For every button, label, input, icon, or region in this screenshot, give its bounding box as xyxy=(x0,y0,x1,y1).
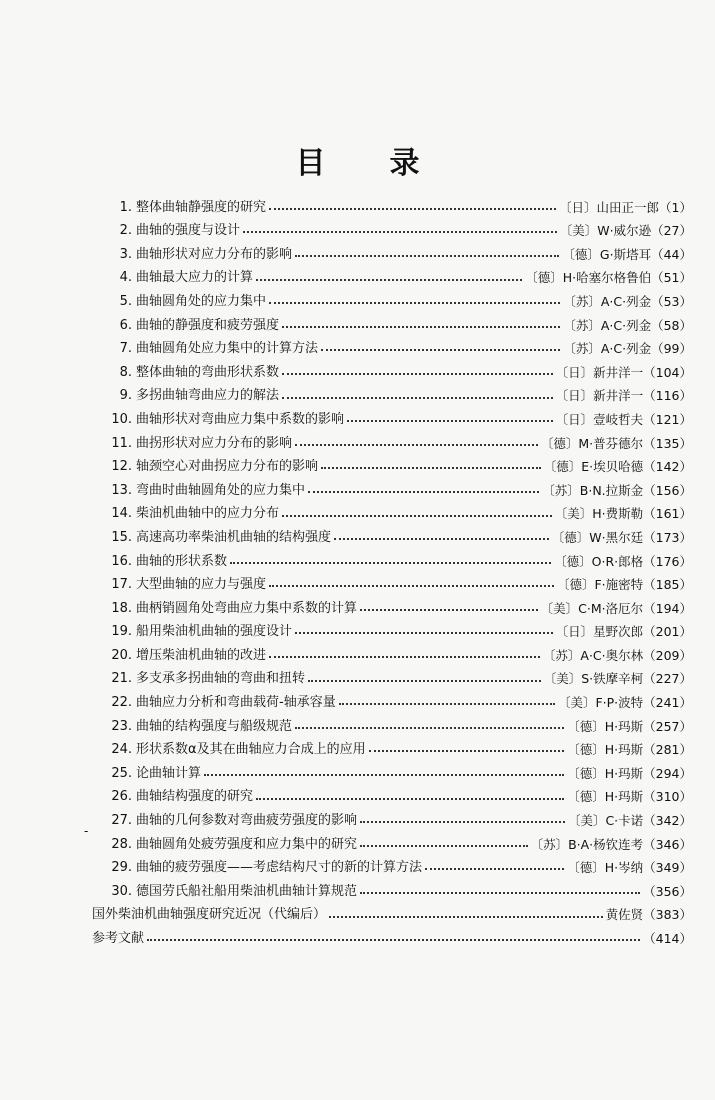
toc-entry xyxy=(100,758,692,782)
toc-entry xyxy=(100,428,692,452)
leader-dots xyxy=(269,198,556,210)
entry-author-page: 〔苏〕B·N.拉斯金（156） xyxy=(542,482,692,498)
entry-author-page: 〔德〕H·玛斯（294） xyxy=(567,765,692,781)
entry-author-page: 〔德〕W·黑尔廷（173） xyxy=(551,529,692,545)
entry-author-page: 〔德〕H·岑纳（349） xyxy=(567,860,692,876)
entry-author-page: 〔苏〕A·C·列金（99） xyxy=(563,341,692,357)
entry-author-page: 〔德〕F·施密特（185） xyxy=(556,577,692,593)
entry-author-page: 〔德〕H·玛斯（281） xyxy=(567,742,692,758)
toc-entry xyxy=(100,805,692,829)
toc-entry xyxy=(100,664,692,688)
entry-author-page: 〔美〕W·威尔逊（27） xyxy=(559,223,692,239)
entry-number: 22. xyxy=(111,695,132,711)
entry-number: 14. xyxy=(111,506,132,522)
entry-number: 17. xyxy=(111,577,132,593)
leader-dots xyxy=(425,858,564,870)
entry-number: 24. xyxy=(111,742,132,758)
entry-title: 曲轴最大应力的计算 xyxy=(136,270,254,286)
entry-number: 3. xyxy=(119,246,132,262)
entry-title: 曲柄销圆角处弯曲应力集中系数的计算 xyxy=(136,600,358,616)
entry-title: 曲轴的形状系数 xyxy=(136,553,228,569)
entry-author-page: 〔日〕山田正一郎（1） xyxy=(559,199,692,215)
toc-entry xyxy=(100,570,692,594)
entry-number: 25. xyxy=(111,765,132,781)
entry-author-page: 〔德〕O·R·郎格（176） xyxy=(554,553,692,569)
leader-dots xyxy=(360,882,640,894)
entry-title: 曲轴结构强度的研究 xyxy=(136,789,254,805)
leader-dots xyxy=(282,505,552,517)
entry-author-page: 〔日〕新井洋一（104） xyxy=(555,364,692,380)
entry-author-page: 〔德〕H·玛斯（310） xyxy=(567,789,692,805)
entry-number: 30. xyxy=(111,883,132,899)
leader-dots xyxy=(347,410,553,422)
entry-number: 10. xyxy=(111,411,132,427)
leader-dots xyxy=(360,835,528,847)
entry-author-page: 〔德〕H·玛斯（257） xyxy=(567,718,692,734)
toc-entry xyxy=(100,782,692,806)
entry-number: 11. xyxy=(111,435,132,451)
entry-author-page: （356） xyxy=(643,883,692,899)
toc-entry xyxy=(100,711,692,735)
entry-author-page: 〔德〕G·斯塔耳（44） xyxy=(562,246,692,262)
entry-title: 多支承多拐曲轴的弯曲和扭转 xyxy=(136,671,306,687)
entry-title: 参考文献 xyxy=(92,931,145,946)
toc-entry xyxy=(100,452,692,476)
toc-entry xyxy=(100,310,692,334)
leader-dots xyxy=(295,717,564,729)
table-of-contents xyxy=(92,192,692,947)
leader-dots xyxy=(282,363,553,375)
entry-title: 曲拐形状对应力分布的影响 xyxy=(136,435,293,451)
leader-dots xyxy=(295,622,553,634)
toc-entry xyxy=(100,499,692,523)
toc-entry xyxy=(100,876,692,900)
leader-dots xyxy=(329,906,603,918)
entry-author-page: 〔日〕星野次郎（201） xyxy=(555,624,692,640)
entry-title: 多拐曲轴弯曲应力的解法 xyxy=(136,388,280,404)
entry-title: 高速高功率柴油机曲轴的结构强度 xyxy=(136,529,332,545)
entry-title: 增压柴油机曲轴的改进 xyxy=(136,647,267,663)
entry-number: 21. xyxy=(111,671,132,687)
leader-dots xyxy=(282,316,560,328)
toc-entry xyxy=(100,617,692,641)
entry-number: 7. xyxy=(119,341,132,357)
toc-entry xyxy=(92,923,692,947)
leader-dots xyxy=(256,788,564,800)
leader-dots xyxy=(256,269,522,281)
entry-number: 20. xyxy=(111,647,132,663)
toc-entry xyxy=(100,522,692,546)
leader-dots xyxy=(360,599,538,611)
entry-number: 16. xyxy=(111,553,132,569)
entry-title: 柴油机曲轴中的应力分布 xyxy=(136,506,280,522)
entry-title: 曲轴应力分析和弯曲载荷-轴承容量 xyxy=(136,695,336,711)
entry-number: 23. xyxy=(111,718,132,734)
entry-author-page: 〔美〕C·M·洛厄尔（194） xyxy=(540,600,692,616)
entry-author-page: 〔德〕H·哈塞尔格鲁伯（51） xyxy=(525,270,692,286)
entry-number: 9. xyxy=(119,388,132,404)
leader-dots xyxy=(230,552,551,564)
toc-entry xyxy=(100,593,692,617)
entry-title: 曲轴形状对弯曲应力集中系数的影响 xyxy=(136,411,345,427)
toc-entry xyxy=(100,640,692,664)
entry-number: 8. xyxy=(119,364,132,380)
entry-title: 大型曲轴的应力与强度 xyxy=(136,577,267,593)
entry-author-page: 〔苏〕B·A·杨钦连考（346） xyxy=(530,836,692,852)
entry-title: 曲轴圆角处应力集中的计算方法 xyxy=(136,341,319,357)
toc-entry xyxy=(100,334,692,358)
entry-number: 27. xyxy=(111,813,132,829)
entry-title: 轴颈空心对曲拐应力分布的影响 xyxy=(136,459,319,475)
entry-title: 整体曲轴的弯曲形状系数 xyxy=(136,364,280,380)
toc-entry xyxy=(100,475,692,499)
leader-dots xyxy=(282,387,553,399)
entry-number: 13. xyxy=(111,482,132,498)
entry-number: 19. xyxy=(111,624,132,640)
entry-author-page: 〔日〕新井洋一（116） xyxy=(555,388,692,404)
entry-author-page: 〔苏〕A·C·奥尔林（209） xyxy=(542,647,692,663)
entry-number: 12. xyxy=(111,459,132,475)
entry-author-page: 〔美〕C·卡诺（342） xyxy=(567,813,692,829)
margin-mark: - xyxy=(84,824,89,838)
toc-entry xyxy=(100,404,692,428)
entry-number: 28. xyxy=(111,836,132,852)
toc-entry xyxy=(100,853,692,877)
entry-title: 船用柴油机曲轴的强度设计 xyxy=(136,624,293,640)
leader-dots xyxy=(360,811,565,823)
entry-title: 曲轴的强度与设计 xyxy=(136,223,241,239)
toc-entry xyxy=(100,263,692,287)
entry-author-page: 〔美〕F·P·波特（241） xyxy=(557,695,692,711)
title-char-2: 录 xyxy=(389,146,420,181)
entry-title: 曲轴圆角处的应力集中 xyxy=(136,293,267,309)
leader-dots xyxy=(321,339,560,351)
entry-author-page: 〔美〕H·费斯勒（161） xyxy=(554,506,692,522)
leader-dots xyxy=(308,670,541,682)
entry-number: 18. xyxy=(111,600,132,616)
toc-entry xyxy=(100,546,692,570)
entry-title: 曲轴的静强度和疲劳强度 xyxy=(136,317,280,333)
entry-title: 曲轴的结构强度与船级规范 xyxy=(136,718,293,734)
entry-author-page: 〔苏〕A·C·列金（53） xyxy=(563,293,692,309)
toc-entry xyxy=(100,192,692,216)
leader-dots xyxy=(339,693,555,705)
leader-dots xyxy=(243,221,557,233)
entry-author-page: 〔日〕壹岐哲夫（121） xyxy=(555,411,692,427)
leader-dots xyxy=(295,245,559,257)
leader-dots xyxy=(269,575,554,587)
leader-dots xyxy=(369,740,565,752)
entry-number: 29. xyxy=(111,860,132,876)
entry-author-page: 〔苏〕A·C·列金（58） xyxy=(563,317,692,333)
leader-dots xyxy=(269,646,540,658)
toc-entry xyxy=(100,239,692,263)
entry-title: 曲轴的几何参数对弯曲疲劳强度的影响 xyxy=(136,813,358,829)
leader-dots xyxy=(269,292,560,304)
leader-dots xyxy=(147,929,640,941)
toc-entry xyxy=(100,216,692,240)
entry-number: 5. xyxy=(119,293,132,309)
page-title xyxy=(0,138,715,182)
entry-title: 论曲轴计算 xyxy=(136,765,202,781)
toc-entry xyxy=(100,357,692,381)
entry-number: 1. xyxy=(119,199,132,215)
toc-entry xyxy=(100,687,692,711)
entry-number: 4. xyxy=(119,270,132,286)
leader-dots xyxy=(334,528,549,540)
leader-dots xyxy=(321,457,541,469)
entry-number: 15. xyxy=(111,529,132,545)
entry-number: 6. xyxy=(119,317,132,333)
entry-title: 曲轴形状对应力分布的影响 xyxy=(136,246,293,262)
leader-dots xyxy=(204,764,564,776)
entry-title: 整体曲轴静强度的研究 xyxy=(136,199,267,215)
entry-author-page: （414） xyxy=(643,931,692,946)
entry-number: 26. xyxy=(111,789,132,805)
entry-author-page: 〔德〕M·普芬德尔（135） xyxy=(540,435,692,451)
entry-title: 弯曲时曲轴圆角处的应力集中 xyxy=(136,482,306,498)
entry-author-page: 〔德〕E·埃贝哈德（142） xyxy=(543,459,692,475)
entry-author-page: 黄佐贤（383） xyxy=(605,907,692,923)
entry-title: 国外柴油机曲轴强度研究近况（代编后） xyxy=(92,907,327,923)
toc-entry xyxy=(100,286,692,310)
leader-dots xyxy=(295,434,538,446)
leader-dots xyxy=(308,481,539,493)
toc-entry xyxy=(92,900,692,924)
entry-author-page: 〔美〕S·铁摩辛柯（227） xyxy=(543,671,692,687)
title-char-1: 目 xyxy=(295,146,326,181)
toc-entry xyxy=(100,381,692,405)
entry-title: 形状系数α及其在曲轴应力合成上的应用 xyxy=(136,742,366,758)
toc-entry xyxy=(100,829,692,853)
entry-title: 曲轴的疲劳强度——考虑结构尺寸的新的计算方法 xyxy=(136,860,423,876)
entry-title: 曲轴圆角处疲劳强度和应力集中的研究 xyxy=(136,836,358,852)
entry-title: 德国劳氏船社船用柴油机曲轴计算规范 xyxy=(136,883,358,899)
entry-number: 2. xyxy=(119,223,132,239)
toc-entry xyxy=(100,735,692,759)
